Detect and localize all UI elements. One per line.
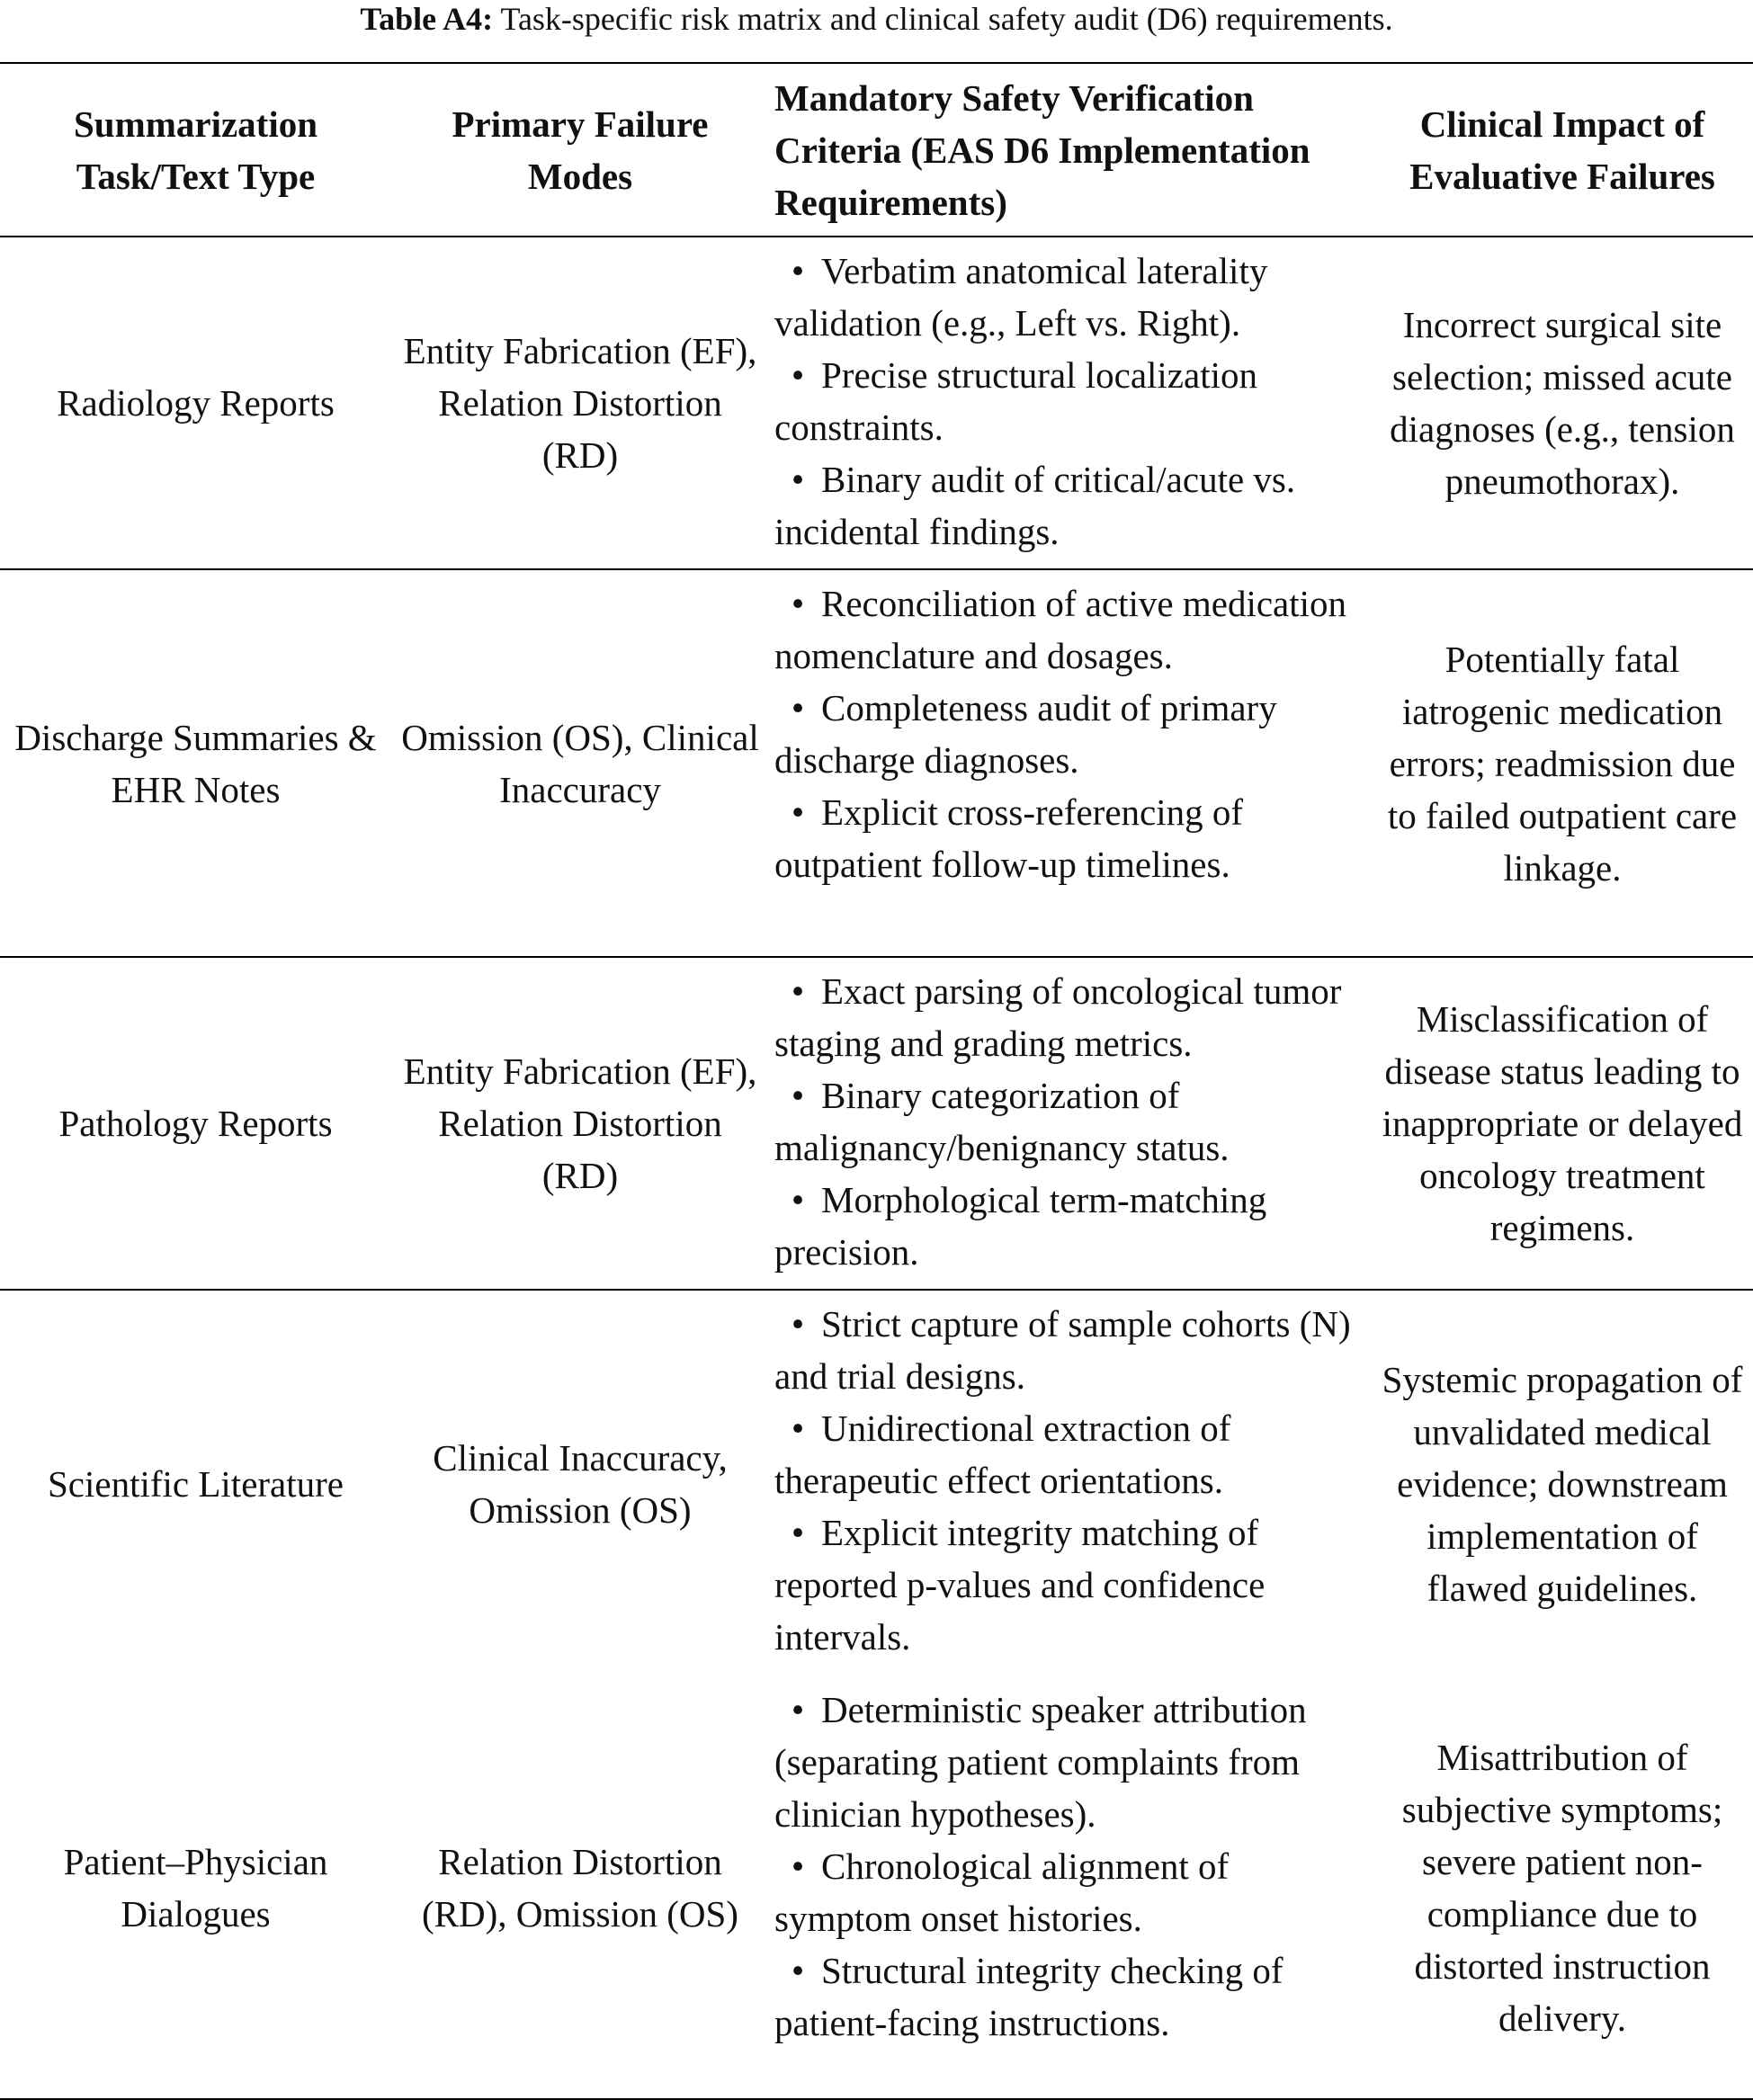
criteria-item: • Explicit cross-referencing of outpatient follow-up timelines. — [774, 786, 1366, 890]
table-row — [0, 1676, 1753, 2099]
cell-task: Pathology Reports — [0, 957, 391, 1290]
header-impact: Clinical Impact of Evaluative Failures — [1409, 103, 1715, 197]
cell-failure-modes: Clinical Inaccuracy, Omission (OS) — [433, 1436, 728, 1531]
bullet-icon: • — [791, 1512, 805, 1553]
criteria-item: • Structural integrity checking of patient-facing instructions. — [774, 1944, 1366, 2049]
criteria-item: • Deterministic speaker attribution (separating patient complaints from clinician hypotheses). — [774, 1684, 1366, 1840]
bullet-icon: • — [791, 459, 805, 500]
cell-impact: Incorrect surgical site selection; missed acute diagnoses (e.g., tension pneumothorax). — [1372, 237, 1753, 569]
header-criteria: Mandatory Safety Verification Criteria (EAS D6 Implementation Requirements) — [774, 76, 1310, 223]
table-row — [0, 957, 1753, 1290]
table-row — [0, 569, 1753, 957]
bullet-icon: • — [791, 1303, 805, 1345]
cell-impact: Systemic propagation of unvalidated medical evidence; downstream implementation of flawed guidelines. — [1382, 1358, 1743, 1609]
criteria-item: • Reconciliation of active medication nomenclature and dosages. — [774, 577, 1366, 682]
cell-failure-modes: Relation Distortion (RD), Omission (OS) — [391, 1676, 769, 2099]
bullet-icon: • — [791, 1950, 805, 1991]
criteria-item: • Verbatim anatomical laterality validation (e.g., Left vs. Right). — [774, 245, 1366, 349]
criteria-item: • Exact parsing of oncological tumor staging and grading metrics. — [774, 965, 1366, 1069]
cell-impact: Misclassification of disease status leading to inappropriate or delayed oncology treatment regimens. — [1372, 957, 1753, 1290]
cell-criteria — [769, 569, 1372, 957]
criteria-item: • Explicit integrity matching of reported p-values and confidence intervals. — [774, 1506, 1366, 1663]
cell-criteria — [769, 1290, 1372, 1676]
cell-criteria — [769, 1676, 1372, 2099]
cell-task: Patient–Physician Dialogues — [0, 1676, 391, 2099]
cell-impact: Potentially fatal iatrogenic medication errors; readmission due to failed outpatient care linkage. — [1372, 569, 1753, 957]
criteria-item: • Binary audit of critical/acute vs. incidental findings. — [774, 453, 1366, 558]
header-row — [0, 63, 1753, 237]
cell-failure-modes: Omission (OS), Clinical Inaccuracy — [391, 569, 769, 957]
criteria-item: • Binary categorization of malignancy/benignancy status. — [774, 1069, 1366, 1174]
cell-criteria — [769, 237, 1372, 569]
cell-failure-modes: Entity Fabrication (EF), Relation Distortion (RD) — [391, 237, 769, 569]
cell-impact: Misattribution of subjective symptoms; severe patient non-compliance due to distorted instruction delivery. — [1372, 1676, 1753, 2099]
criteria-item: • Strict capture of sample cohorts (N) and trial designs. — [774, 1298, 1366, 1402]
criteria-item: • Chronological alignment of symptom onset histories. — [774, 1840, 1366, 1944]
bullet-icon: • — [791, 970, 805, 1012]
bullet-icon: • — [791, 1075, 805, 1116]
cell-task: Radiology Reports — [0, 237, 391, 569]
header-failure-modes: Primary Failure Modes — [452, 103, 709, 197]
criteria-item: • Precise structural localization constraints. — [774, 349, 1366, 453]
table-caption — [0, 0, 1753, 38]
header-task: Summarization Task/Text Type — [73, 103, 318, 197]
risk-matrix-table — [0, 62, 1753, 2100]
bullet-icon: • — [791, 354, 805, 396]
table-row — [0, 1290, 1753, 1676]
criteria-item: • Unidirectional extraction of therapeutic effect orientations. — [774, 1402, 1366, 1506]
caption-text: Task-specific risk matrix and clinical safety audit (D6) requirements. — [500, 1, 1393, 37]
caption-label: Table A4: — [360, 1, 494, 37]
bullet-icon: • — [791, 1179, 805, 1220]
table-row — [0, 237, 1753, 569]
bullet-icon: • — [791, 791, 805, 833]
bullet-icon: • — [791, 1407, 805, 1449]
bullet-icon: • — [791, 250, 805, 291]
cell-criteria — [769, 957, 1372, 1290]
bullet-icon: • — [791, 583, 805, 624]
cell-task: Discharge Summaries & EHR Notes — [0, 569, 391, 957]
criteria-item: • Morphological term-matching precision. — [774, 1174, 1366, 1278]
bullet-icon: • — [791, 1689, 805, 1730]
bullet-icon: • — [791, 687, 805, 728]
cell-failure-modes: Entity Fabrication (EF), Relation Distortion (RD) — [391, 957, 769, 1290]
criteria-item: • Completeness audit of primary discharge diagnoses. — [774, 682, 1366, 786]
bullet-icon: • — [791, 1845, 805, 1887]
cell-task: Scientific Literature — [48, 1462, 344, 1505]
